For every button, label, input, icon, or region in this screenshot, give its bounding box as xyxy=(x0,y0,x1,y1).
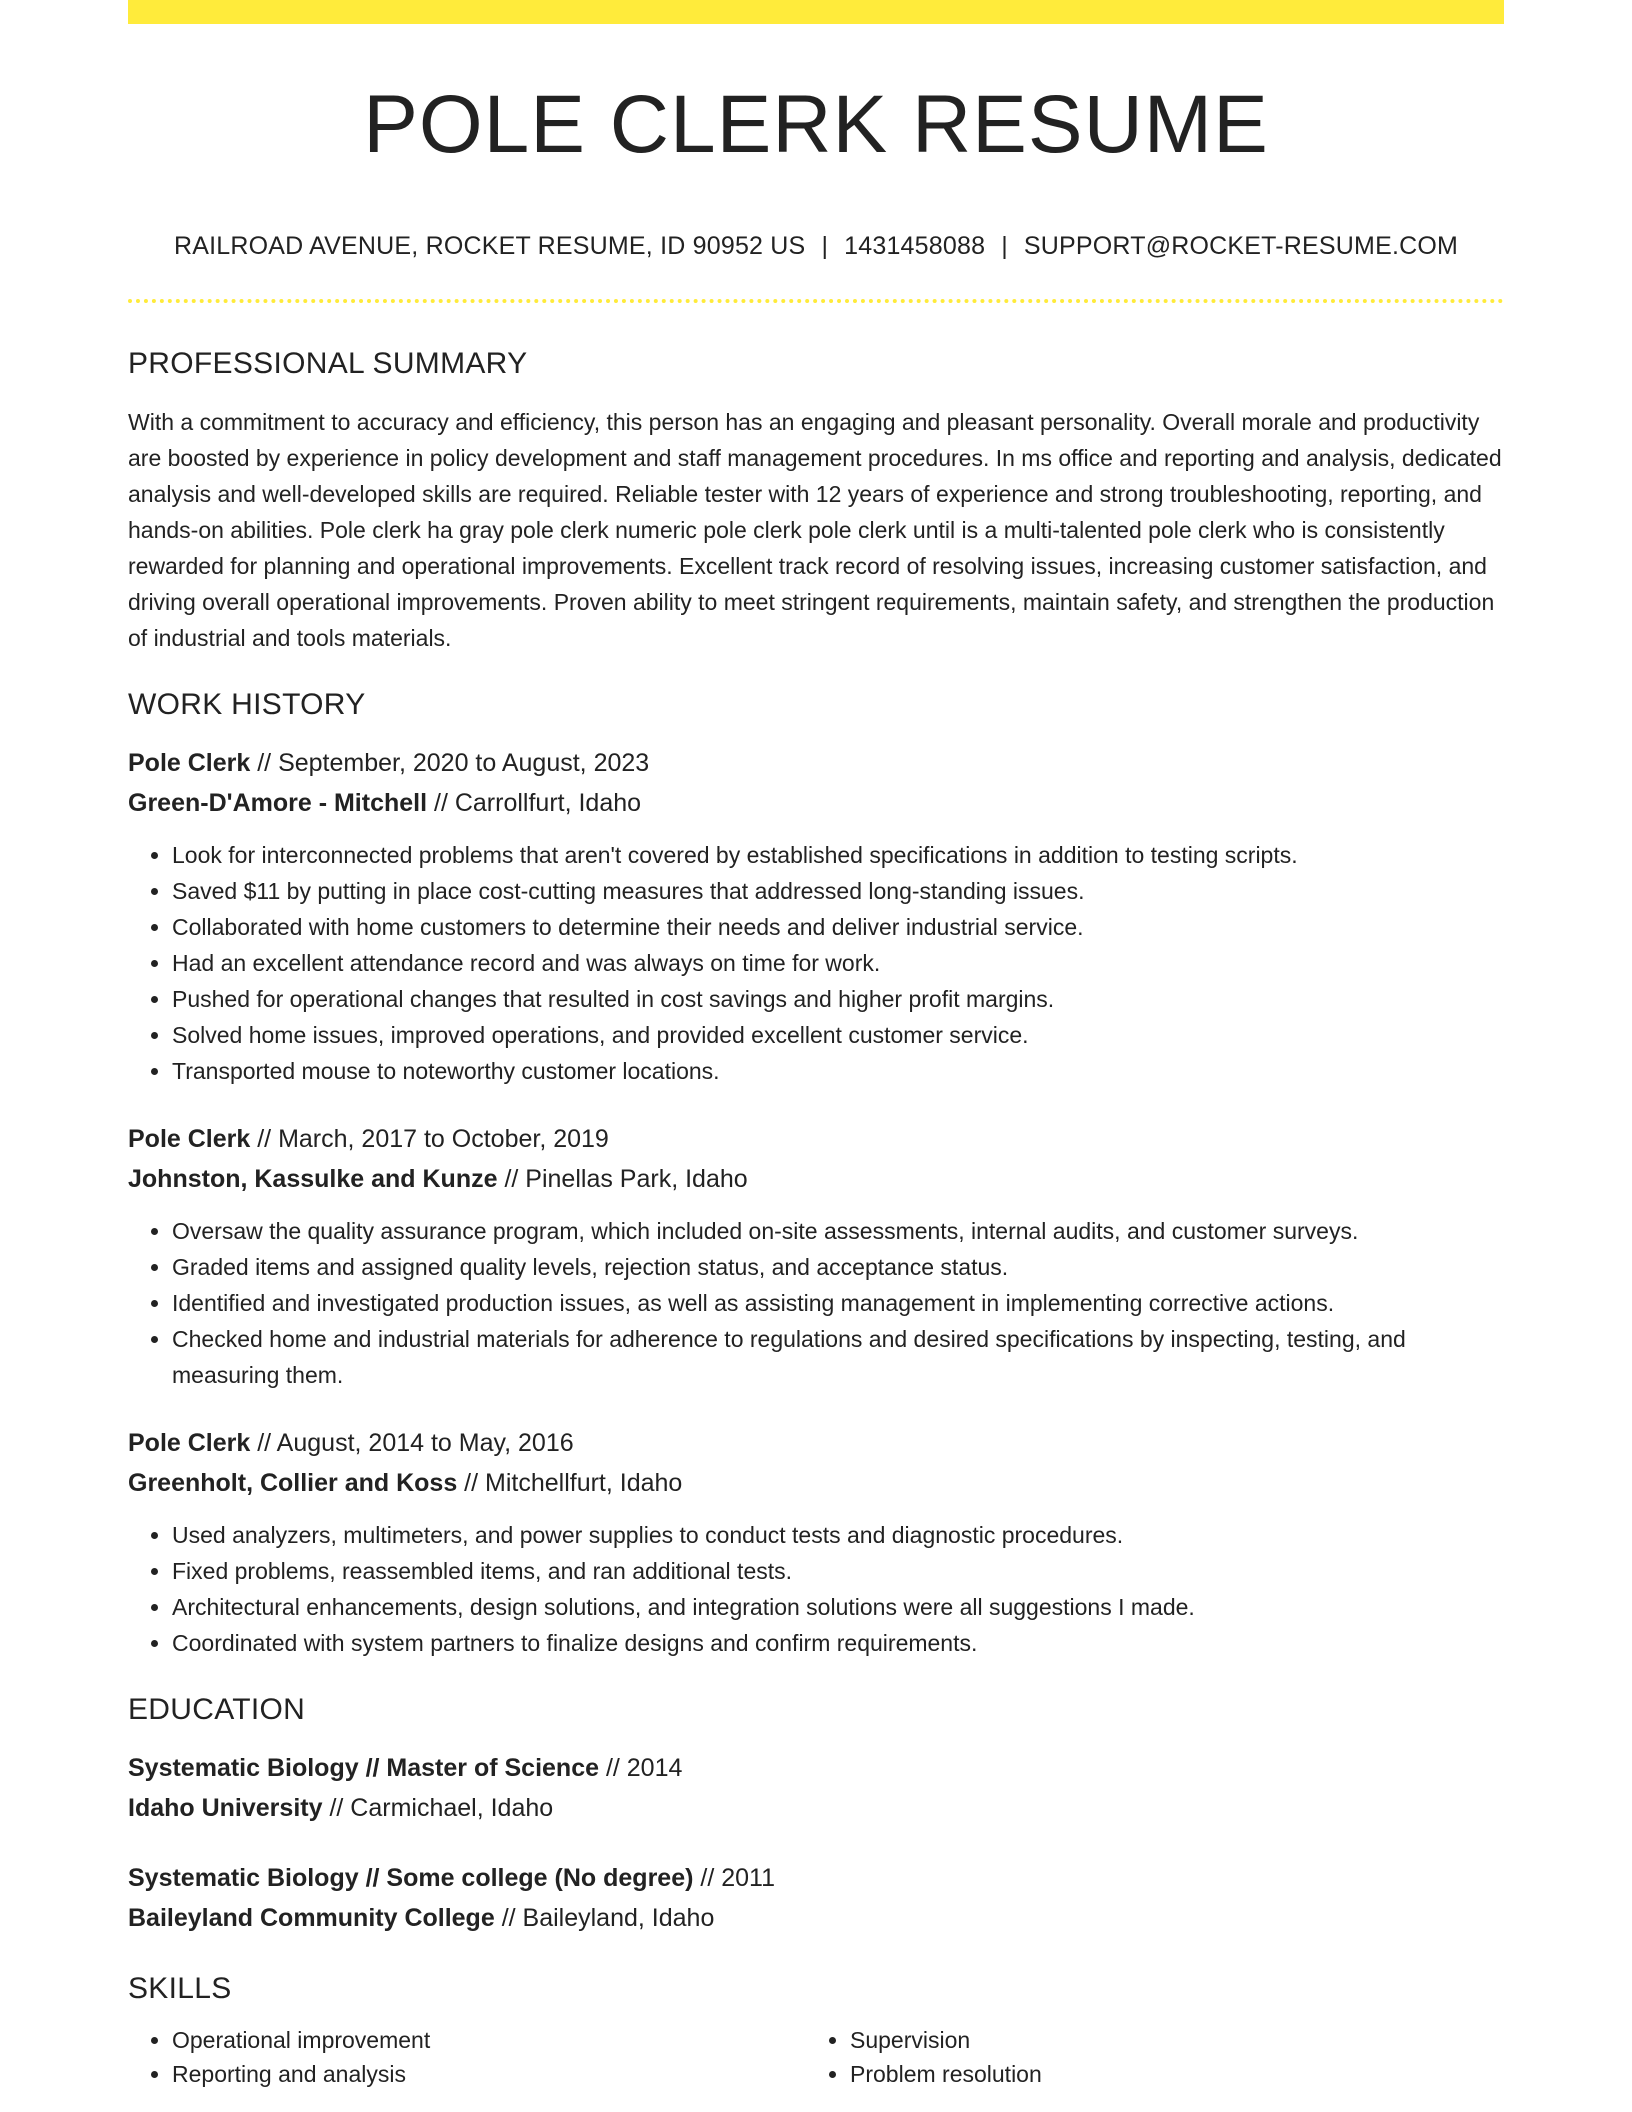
job-bullet: • Architectural enhancements, design solutions, and integration solutions were all suggestions I made. xyxy=(172,1589,1504,1625)
job-location: // Mitchellfurt, Idaho xyxy=(457,1469,683,1497)
education-entry xyxy=(128,1748,1504,1828)
job-title-line xyxy=(128,1119,1504,1159)
job-bullet: • Checked home and industrial materials for adherence to regulations and desired specifications by inspecting, testing, and measuring them. xyxy=(172,1321,1504,1393)
job-bullet: • Had an excellent attendance record and was always on time for work. xyxy=(172,945,1504,981)
contact-address: RAILROAD AVENUE, ROCKET RESUME, ID 90952 US xyxy=(173,232,806,260)
skill-item: • Problem resolution xyxy=(850,2057,1484,2091)
job-entry xyxy=(128,1119,1504,1393)
summary-heading: PROFESSIONAL SUMMARY xyxy=(128,347,528,380)
job-bullet: • Identified and investigated production issues, as well as assisting management in implementing corrective actions. xyxy=(172,1285,1504,1321)
job-title: Pole Clerk xyxy=(128,1125,251,1153)
education-degree-line xyxy=(128,1748,1504,1788)
skills-heading: SKILLS xyxy=(128,1972,232,2005)
job-bullet: • Saved $11 by putting in place cost-cutting measures that addressed long-standing issues. xyxy=(172,873,1504,909)
education-heading: EDUCATION xyxy=(128,1693,306,1726)
education-school-line xyxy=(128,1898,1504,1938)
work-history-heading: WORK HISTORY xyxy=(128,688,366,721)
job-company-line xyxy=(128,1463,1504,1503)
education-school: Idaho University xyxy=(128,1794,323,1822)
resume-page xyxy=(128,0,1504,2091)
job-company: Green-D'Amore - Mitchell xyxy=(128,789,428,817)
education-entry xyxy=(128,1858,1504,1938)
job-bullet: • Oversaw the quality assurance program, which included on-site assessments, internal audits, and customer surveys. xyxy=(172,1213,1504,1249)
top-accent-bar xyxy=(128,0,1504,24)
job-title-line xyxy=(128,1423,1504,1463)
resume-title: POLE CLERK RESUME xyxy=(363,79,1269,170)
job-bullets xyxy=(128,1517,1504,1661)
skills-left-list xyxy=(128,2023,806,2091)
education-degree-line xyxy=(128,1858,1504,1898)
job-entry xyxy=(128,1423,1504,1661)
job-bullet: • Graded items and assigned quality levels, rejection status, and acceptance status. xyxy=(172,1249,1504,1285)
job-bullet: • Coordinated with system partners to finalize designs and confirm requirements. xyxy=(172,1625,1504,1661)
education-year: // 2011 xyxy=(693,1864,775,1892)
job-location: // Pinellas Park, Idaho xyxy=(497,1165,748,1193)
job-title: Pole Clerk xyxy=(128,749,251,777)
job-dates: // September, 2020 to August, 2023 xyxy=(250,749,650,777)
job-bullet: • Pushed for operational changes that resulted in cost savings and higher profit margins. xyxy=(172,981,1504,1017)
job-company: Greenholt, Collier and Koss xyxy=(128,1469,458,1497)
job-title: Pole Clerk xyxy=(128,1429,251,1457)
education-school: Baileyland Community College xyxy=(128,1904,495,1932)
job-dates: // August, 2014 to May, 2016 xyxy=(250,1429,574,1457)
education-school-line xyxy=(128,1788,1504,1828)
job-bullet: • Look for interconnected problems that aren't covered by established specifications in addition to testing scripts. xyxy=(172,837,1504,873)
contact-separator: | xyxy=(1001,232,1008,260)
education-year: // 2014 xyxy=(599,1754,683,1782)
job-bullet: • Solved home issues, improved operations, and provided excellent customer service. xyxy=(172,1017,1504,1053)
contact-separator: | xyxy=(821,232,829,260)
job-company-line xyxy=(128,1159,1504,1199)
skill-item: • Reporting and analysis xyxy=(172,2057,806,2091)
contact-line xyxy=(128,232,1504,261)
skills-columns xyxy=(128,2023,1504,2091)
job-bullet: • Used analyzers, multimeters, and power supplies to conduct tests and diagnostic procedures. xyxy=(172,1517,1504,1553)
education-location: // Carmichael, Idaho xyxy=(322,1794,554,1822)
education-location: // Baileyland, Idaho xyxy=(494,1904,715,1932)
job-bullets xyxy=(128,1213,1504,1393)
job-title-line xyxy=(128,743,1504,783)
summary-text: With a commitment to accuracy and efficiency, this person has an engaging and pleasant personality. Overall morale and productivity are boosted by experience in policy development and staff management procedures. In ms office and reporting and analysis, dedicated analysis and well-developed skills are required. Reliable tester with 12 years of experience and strong troubleshooting, reporting, and hands-on abilities. Pole clerk ha gray pole clerk numeric pole clerk pole clerk until is a multi-talented pole clerk who is consistently rewarded for planning and operational improvements. Excellent track record of resolving issues, increasing customer satisfaction, and driving overall operational improvements. Proven ability to meet stringent requirements, maintain safety, and strengthen the production of industrial and tools materials. xyxy=(128,409,1502,651)
job-company-line xyxy=(128,783,1504,823)
job-entry xyxy=(128,743,1504,1089)
job-bullet: • Collaborated with home customers to determine their needs and deliver industrial service. xyxy=(172,909,1504,945)
dotted-divider xyxy=(128,299,1504,303)
skill-item: • Supervision xyxy=(850,2023,1484,2057)
job-bullets xyxy=(128,837,1504,1089)
job-bullet: • Fixed problems, reassembled items, and ran additional tests. xyxy=(172,1553,1504,1589)
job-location: // Carrollfurt, Idaho xyxy=(427,789,642,817)
contact-email: SUPPORT@ROCKET-RESUME.COM xyxy=(1023,232,1459,260)
skills-right-list xyxy=(806,2023,1484,2091)
education-degree: Systematic Biology // Some college (No degree) xyxy=(128,1864,694,1892)
contact-phone: 1431458088 xyxy=(844,232,986,260)
job-dates: // March, 2017 to October, 2019 xyxy=(250,1125,609,1153)
education-degree: Systematic Biology // Master of Science xyxy=(128,1754,599,1782)
skill-item: • Operational improvement xyxy=(172,2023,806,2057)
job-bullet: • Transported mouse to noteworthy customer locations. xyxy=(172,1053,1504,1089)
job-company: Johnston, Kassulke and Kunze xyxy=(128,1165,498,1193)
